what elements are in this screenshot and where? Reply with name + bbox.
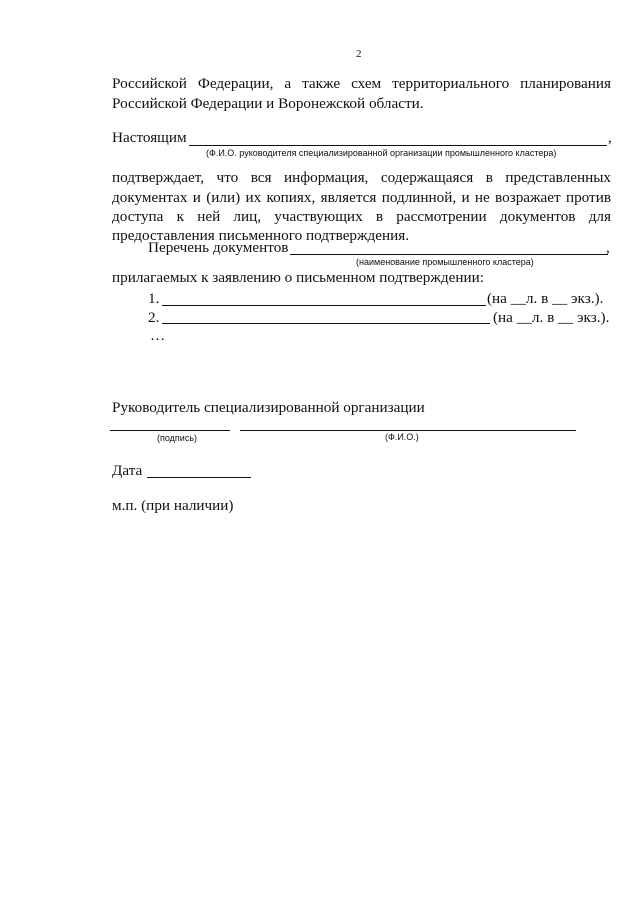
head-title: Руководитель специализированной организации: [112, 399, 425, 416]
doc-list-comma: ,: [606, 239, 610, 256]
head-name-line: [189, 145, 607, 146]
list-ellipsis: …: [150, 327, 166, 344]
fio-line: [240, 430, 576, 431]
confirm-line-2: документах и (или) их копиях, является подлинной, и не возражает против: [112, 189, 611, 206]
date-label: Дата: [112, 462, 143, 479]
caption-cluster-name: (наименование промышленного кластера): [356, 257, 534, 267]
item-1-line: [162, 305, 486, 306]
doc-list-label: Перечень документов: [148, 239, 289, 256]
confirm-line-3: доступа к ней лиц, участвующих в рассмотрении документов для: [112, 208, 611, 225]
item-1-suffix: (на __л. в __ экз.).: [487, 290, 604, 307]
signature-line: [110, 430, 230, 431]
caption-fio: (Ф.И.О.): [385, 432, 419, 442]
caption-head-fio: (Ф.И.О. руководителя специализированной организации промышленного кластера): [206, 148, 557, 158]
intro-line-2: Российской Федерации и Воронежской области.: [112, 95, 424, 112]
attached-text: прилагаемых к заявлению о письменном подтверждении:: [112, 269, 484, 286]
confirm-line-1: подтверждает, что вся информация, содержащаяся в представленных: [112, 169, 611, 186]
cluster-name-line: [290, 254, 608, 255]
item-2-number: 2.: [148, 309, 160, 326]
item-2-suffix: (на __л. в __ экз.).: [493, 309, 610, 326]
date-line: [147, 477, 251, 478]
caption-signature: (подпись): [157, 433, 198, 443]
page-number: 2: [356, 48, 362, 60]
item-1-number: 1.: [148, 290, 160, 307]
confirm-line-4: предоставления письменного подтверждения.: [112, 227, 410, 244]
item-2-line: [162, 323, 490, 324]
intro-line-1: Российской Федерации, а также схем территориального планирования: [112, 75, 611, 92]
hereby-label: Настоящим: [112, 129, 187, 146]
hereby-comma: ,: [608, 129, 612, 146]
stamp-label: м.п. (при наличии): [112, 497, 234, 514]
